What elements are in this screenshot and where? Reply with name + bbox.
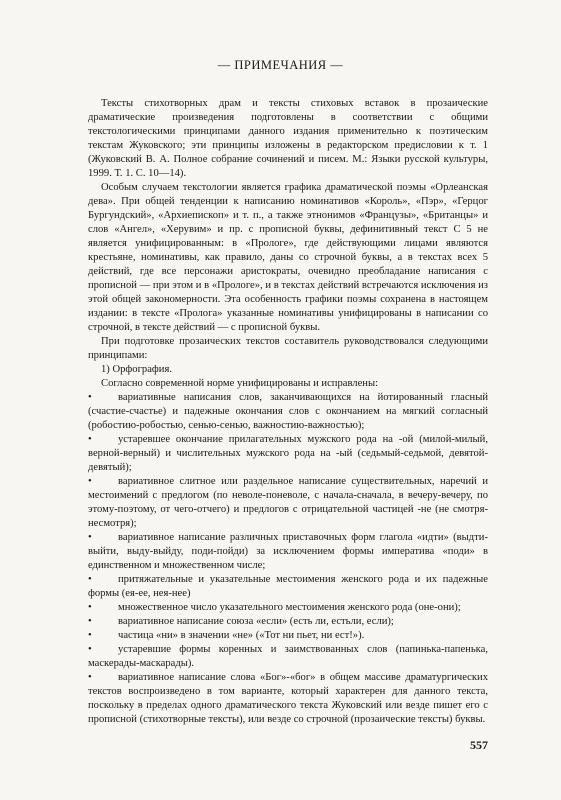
list-item-text: притяжательные и указательные местоимения женского рода и их падежные формы (ея-ее, нея-нее) — [88, 574, 488, 599]
paragraph-3: При подготовке прозаических текстов составитель руководствовался следующими принципами: — [88, 336, 488, 361]
page-number: 557 — [470, 738, 488, 752]
list-item — [88, 601, 488, 615]
bullet-icon: • — [88, 476, 92, 487]
list-item-text: вариативное написание слова «Бог»-«бог» в общем массиве драматургических текстов воспроизведено в том варианте, который характерен для данного текста, поскольку в пределах одного драматического текста Жуковский или везде пишет его с прописной (стихотворные тексты), или везде со строчной (прозаические тексты) буквы. — [88, 672, 488, 725]
list-item-text: вариативное слитное или раздельное написание существительных, наречий и местоимений с предлогом (по неволе-поневоле, с начала-сначала, в вечеру-вечеру, по этому-поэтому, от чего-отчего) и предлогов с отрицательной частицей -не (не смотря-несмотря); — [88, 476, 488, 529]
list-item — [88, 391, 488, 433]
list-item — [88, 671, 488, 727]
paragraph-4: Согласно современной норме унифицированы и исправлены: — [101, 378, 379, 389]
bullet-icon: • — [88, 574, 92, 585]
bullet-icon: • — [88, 602, 92, 613]
list-item — [88, 629, 488, 643]
list-item — [88, 475, 488, 531]
list-item-text: множественное число указательного местоимения женского рода (оне-они); — [118, 602, 461, 613]
list-item — [88, 573, 488, 601]
list-item-text: частица «ни» в значении «не» («Тот ни пьет, ни ест!»). — [118, 630, 365, 641]
notes-body — [88, 97, 488, 727]
list-item-text: устаревшее окончание прилагательных мужского рода на -ой (милой-милый, верной-верный) и числительных мужского рода на -ый (седьмый-седьмой, девятой-девятый); — [88, 434, 488, 473]
list-item — [88, 433, 488, 475]
page-header: — ПРИМЕЧАНИЯ — — [217, 58, 344, 72]
list-item-text: вариативное написание различных приставочных форм глагола «идти» (выдти-выйти, выду-выйду, поди-пойди) за исключением формы императива «поди» в единственном и множественном числе; — [88, 532, 488, 571]
list-item-text: вариативное написание союза «если» (есть ли, естьли, если); — [118, 616, 394, 627]
bullet-icon: • — [88, 644, 92, 655]
paragraph-2: Особым случаем текстологии является графика драматической поэмы «Орлеанская дева». При общей тенденции к написанию номинативов «Король», «Пэр», «Герцог Бургундский», «Архиепископ» и т. п., а также этнонимов «Французы», «Британцы» и слов «Ангел», «Херувим» и пр. с прописной буквы, дефинитивный текст С 5 не является унифицированным: в «Прологе», где действующими лицами являются крестьяне, номинативы, как правило, даны со строчной буквы, а в текстах всех 5 действий, где все персонажи аристократы, очевидно преобладание написания с прописной — при этом и в «Прологе», и в текстах действий встречаются исключения из этой общей закономерности. Эта особенность графики поэмы сохранена в настоящем издании: в тексте «Пролога» указанные номинативы унифицированы в написании со строчной, в тексте действий — с прописной буквы. — [88, 182, 488, 333]
bullet-icon: • — [88, 672, 92, 683]
bullet-icon: • — [88, 630, 92, 641]
paragraph-1: Тексты стихотворных драм и тексты стиховых вставок в прозаические драматические произведения подготовлены в соответствии с общими текстологическими принципами данного издания применительно к поэтическим текстам Жуковского; эти принципы изложены в редакторском предисловии к т. 1 (Жуковский В. А. Полное собрание сочинений и писем. М.: Языки русской культуры, 1999. Т. 1. С. 10—14). — [88, 98, 488, 179]
list-item-text: устаревшие формы коренных и заимствованных слов (папинька-папенька, маскерады-маскарады). — [88, 644, 488, 669]
list-item — [88, 531, 488, 573]
list-item-text: вариативные написания слов, заканчивающихся на йотированный гласный (счастие-счастье) и падежные окончания слов с окончанием на мягкий согласный (робостию-робостью, сенью-сенью, важностию-важностью); — [88, 392, 488, 431]
bullet-icon: • — [88, 392, 92, 403]
bullet-icon: • — [88, 532, 92, 543]
section-heading-orthography: 1) Орфография. — [101, 364, 172, 375]
bullet-icon: • — [88, 434, 92, 445]
bullet-icon: • — [88, 616, 92, 627]
list-item — [88, 643, 488, 671]
list-item — [88, 615, 488, 629]
